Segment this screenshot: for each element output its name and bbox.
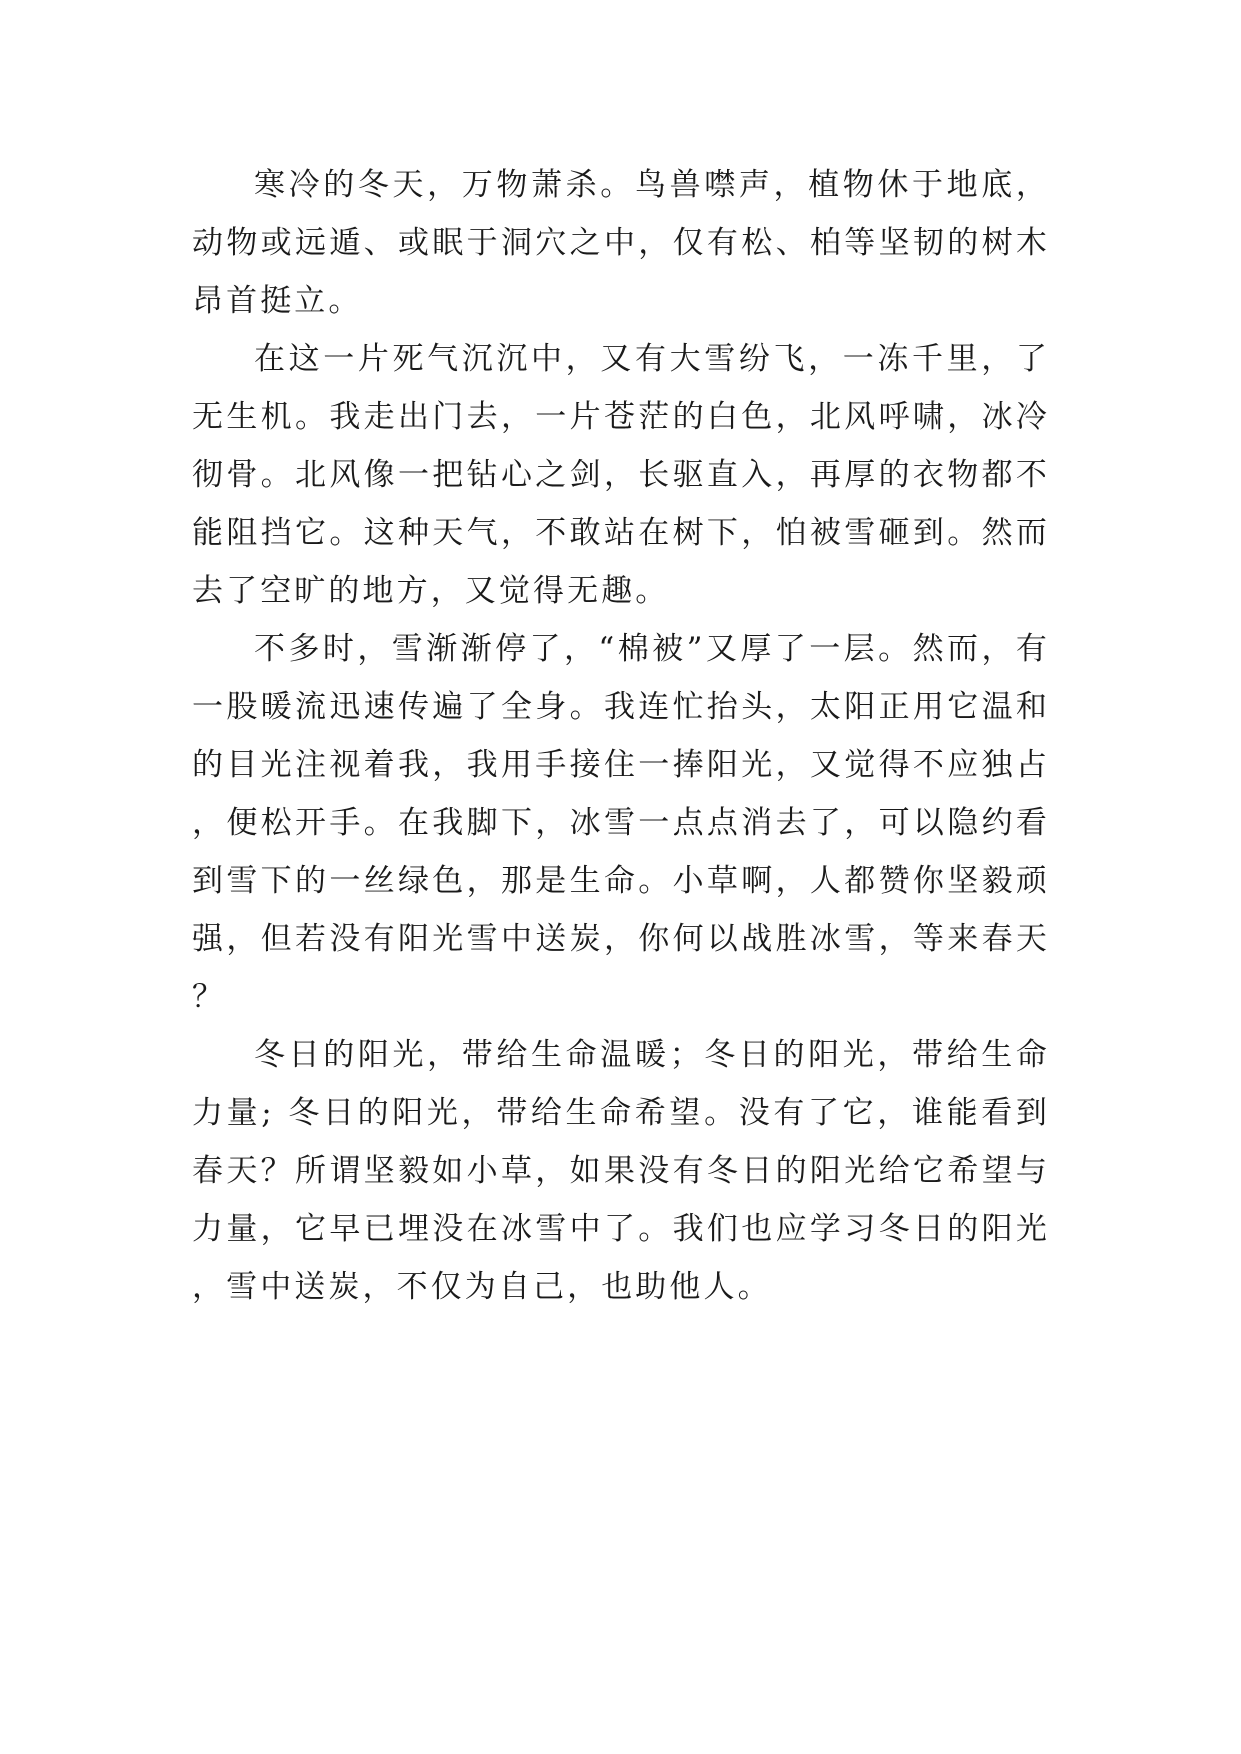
paragraph-4: 冬日的阳光，带给生命温暖；冬日的阳光，带给生命力量; 冬日的阳光，带给生命希望。没有了它，谁能看到春天？所谓坚毅如小草，如果没有冬日的阳光给它希望与力量，它早已埋没在冰雪中了。我们也应学习冬日的阳光，雪中送炭，不仅为自己，也助他人。 <box>192 1037 1050 1305</box>
paragraph-1: 寒冷的冬天，万物萧杀。鸟兽噤声，植物休于地底，动物或远遁、或眠于洞穴之中，仅有松、柏等坚韧的树木昂首挺立。 <box>192 167 1050 319</box>
essay-body <box>192 156 1050 1316</box>
paragraph-2: 在这一片死气沉沉中，又有大雪纷飞，一冻千里，了无生机。我走出门去，一片苍茫的白色，北风呼啸，冰冷彻骨。北风像一把钻心之剑，长驱直入，再厚的衣物都不能阻挡它。这种天气，不敢站在树下，怕被雪砸到。然而去了空旷的地方，又觉得无趣。 <box>192 341 1050 609</box>
paragraph-3: 不多时，雪渐渐停了，“棉被”又厚了一层。然而，有一股暖流迅速传遍了全身。我连忙抬头，太阳正用它温和的目光注视着我，我用手接住一捧阳光，又觉得不应独占，便松开手。在我脚下，冰雪一点点消去了，可以隐约看到雪下的一丝绿色，那是生命。小草啊，人都赞你坚毅顽强，但若没有阳光雪中送炭，你何以战胜冰雪，等来春天？ <box>192 631 1050 1015</box>
